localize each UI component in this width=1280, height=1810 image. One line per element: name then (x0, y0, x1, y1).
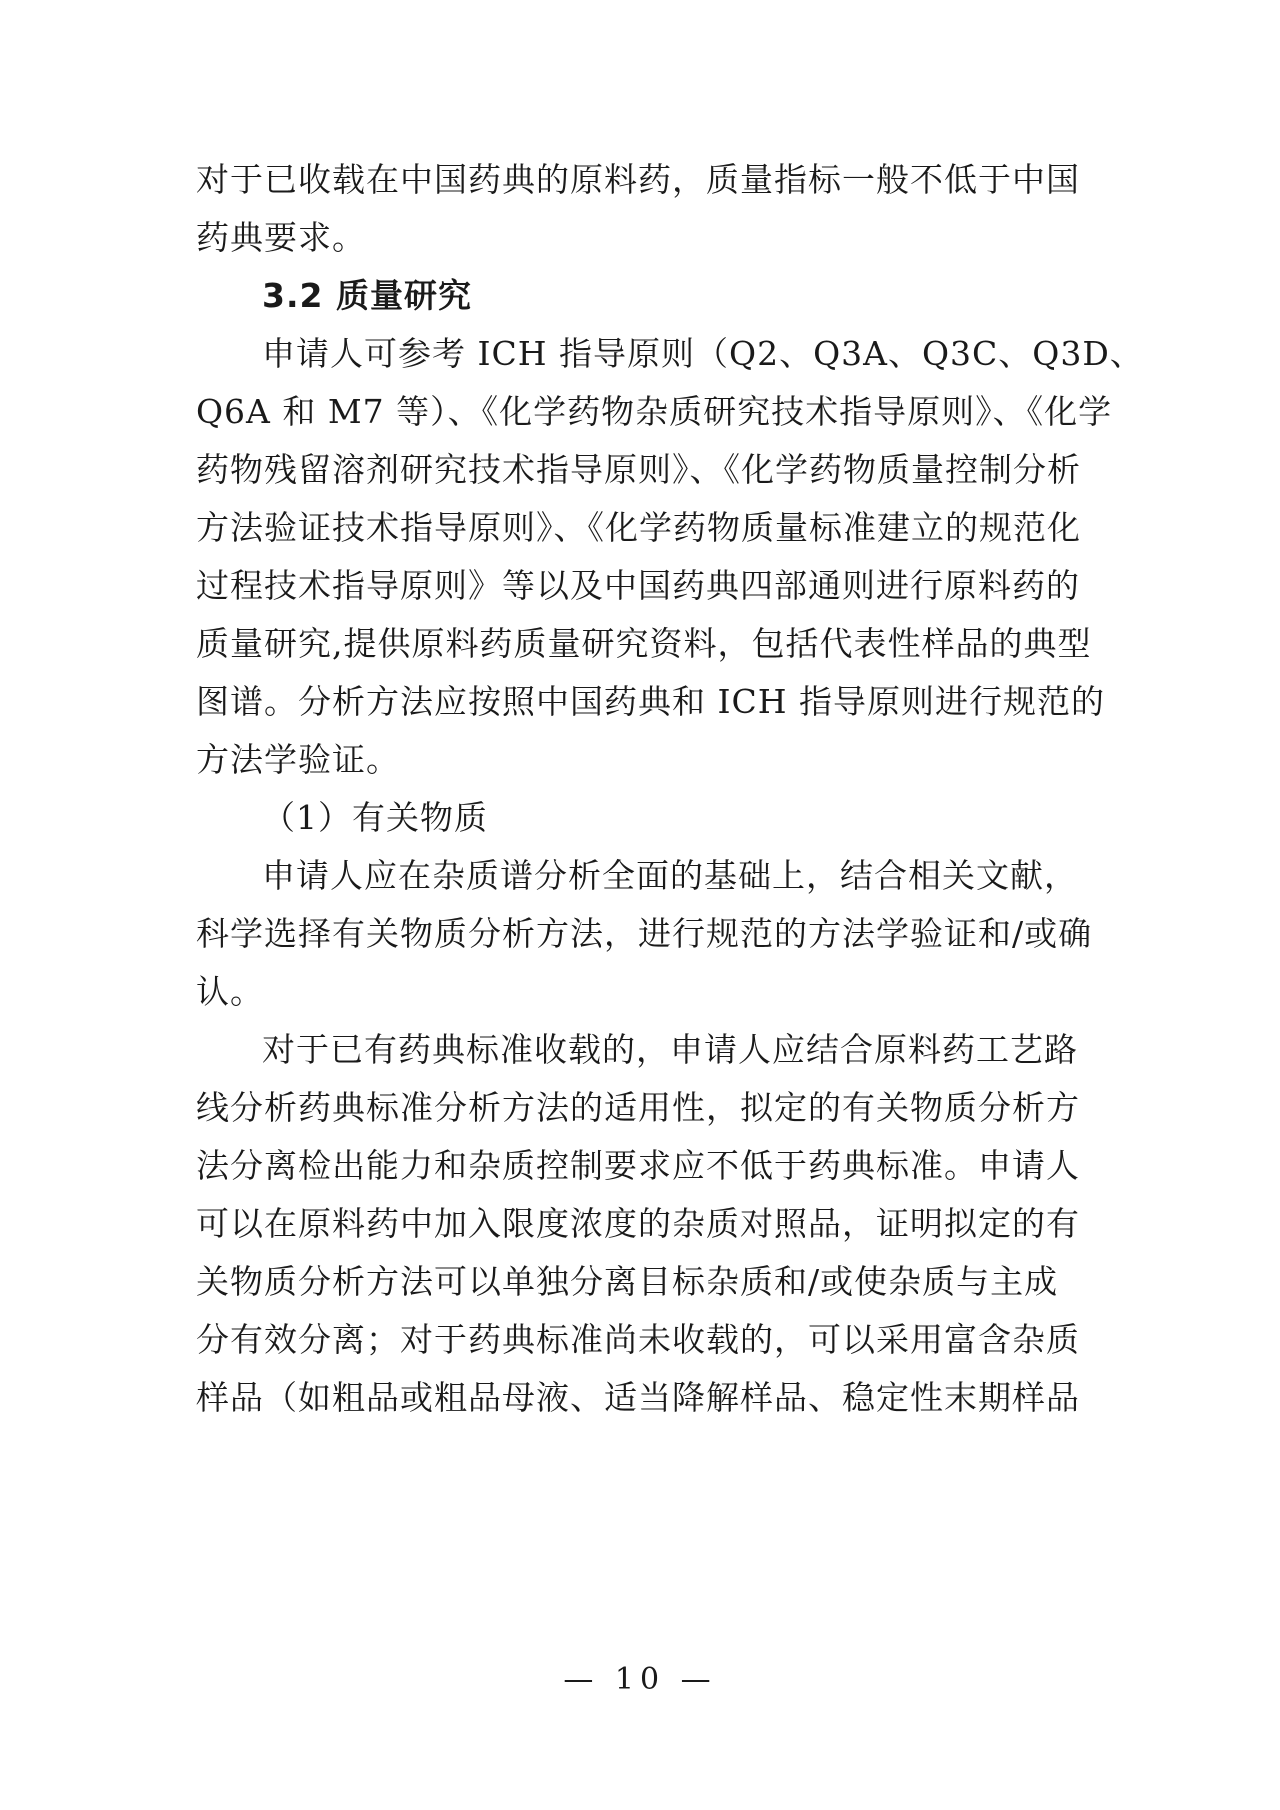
paragraph-line: 方法验证技术指导原则》、《化学药物质量标准建立的规范化 (196, 508, 1081, 547)
paragraph-line: 对于已收载在中国药典的原料药，质量指标一般不低于中国 (196, 160, 1080, 199)
paragraph-line: 分有效分离；对于药典标准尚未收载的，可以采用富含杂质 (196, 1320, 1080, 1359)
paragraph-line: 质量研究,提供原料药质量研究资料，包括代表性样品的典型 (196, 624, 1092, 663)
paragraph-line: Q6A 和 M7 等）、《化学药物杂质研究技术指导原则》、《化学 (196, 392, 1113, 431)
subsection-heading: （1）有关物质 (262, 798, 488, 837)
paragraph-line: 申请人应在杂质谱分析全面的基础上，结合相关文献， (262, 856, 1078, 895)
paragraph-line: 关物质分析方法可以单独分离目标杂质和/或使杂质与主成 (196, 1262, 1059, 1301)
paragraph-line: 科学选择有关物质分析方法，进行规范的方法学验证和/或确 (196, 914, 1093, 953)
paragraph-line: 可以在原料药中加入限度浓度的杂质对照品，证明拟定的有 (196, 1204, 1080, 1243)
paragraph-line: 药典要求。 (196, 218, 366, 257)
paragraph-line: 对于已有药典标准收载的，申请人应结合原料药工艺路 (262, 1030, 1078, 1069)
paragraph-line: 认。 (196, 972, 264, 1011)
paragraph-line: 申请人可参考 ICH 指导原则（Q2、Q3A、Q3C、Q3D、 (262, 334, 1144, 373)
page-number: — 10 — (563, 1662, 717, 1697)
paragraph-line: 样品（如粗品或粗品母液、适当降解样品、稳定性末期样品 (196, 1378, 1080, 1417)
paragraph-line: 药物残留溶剂研究技术指导原则》、《化学药物质量控制分析 (196, 450, 1081, 489)
paragraph-line: 过程技术指导原则》等以及中国药典四部通则进行原料药的 (196, 566, 1080, 605)
paragraph-line: 图谱。分析方法应按照中国药典和 ICH 指导原则进行规范的 (196, 682, 1106, 721)
section-heading: 3.2 质量研究 (262, 276, 472, 315)
paragraph-line: 线分析药典标准分析方法的适用性，拟定的有关物质分析方 (196, 1088, 1080, 1127)
paragraph-line: 法分离检出能力和杂质控制要求应不低于药典标准。申请人 (196, 1146, 1080, 1185)
paragraph-line: 方法学验证。 (196, 740, 400, 779)
